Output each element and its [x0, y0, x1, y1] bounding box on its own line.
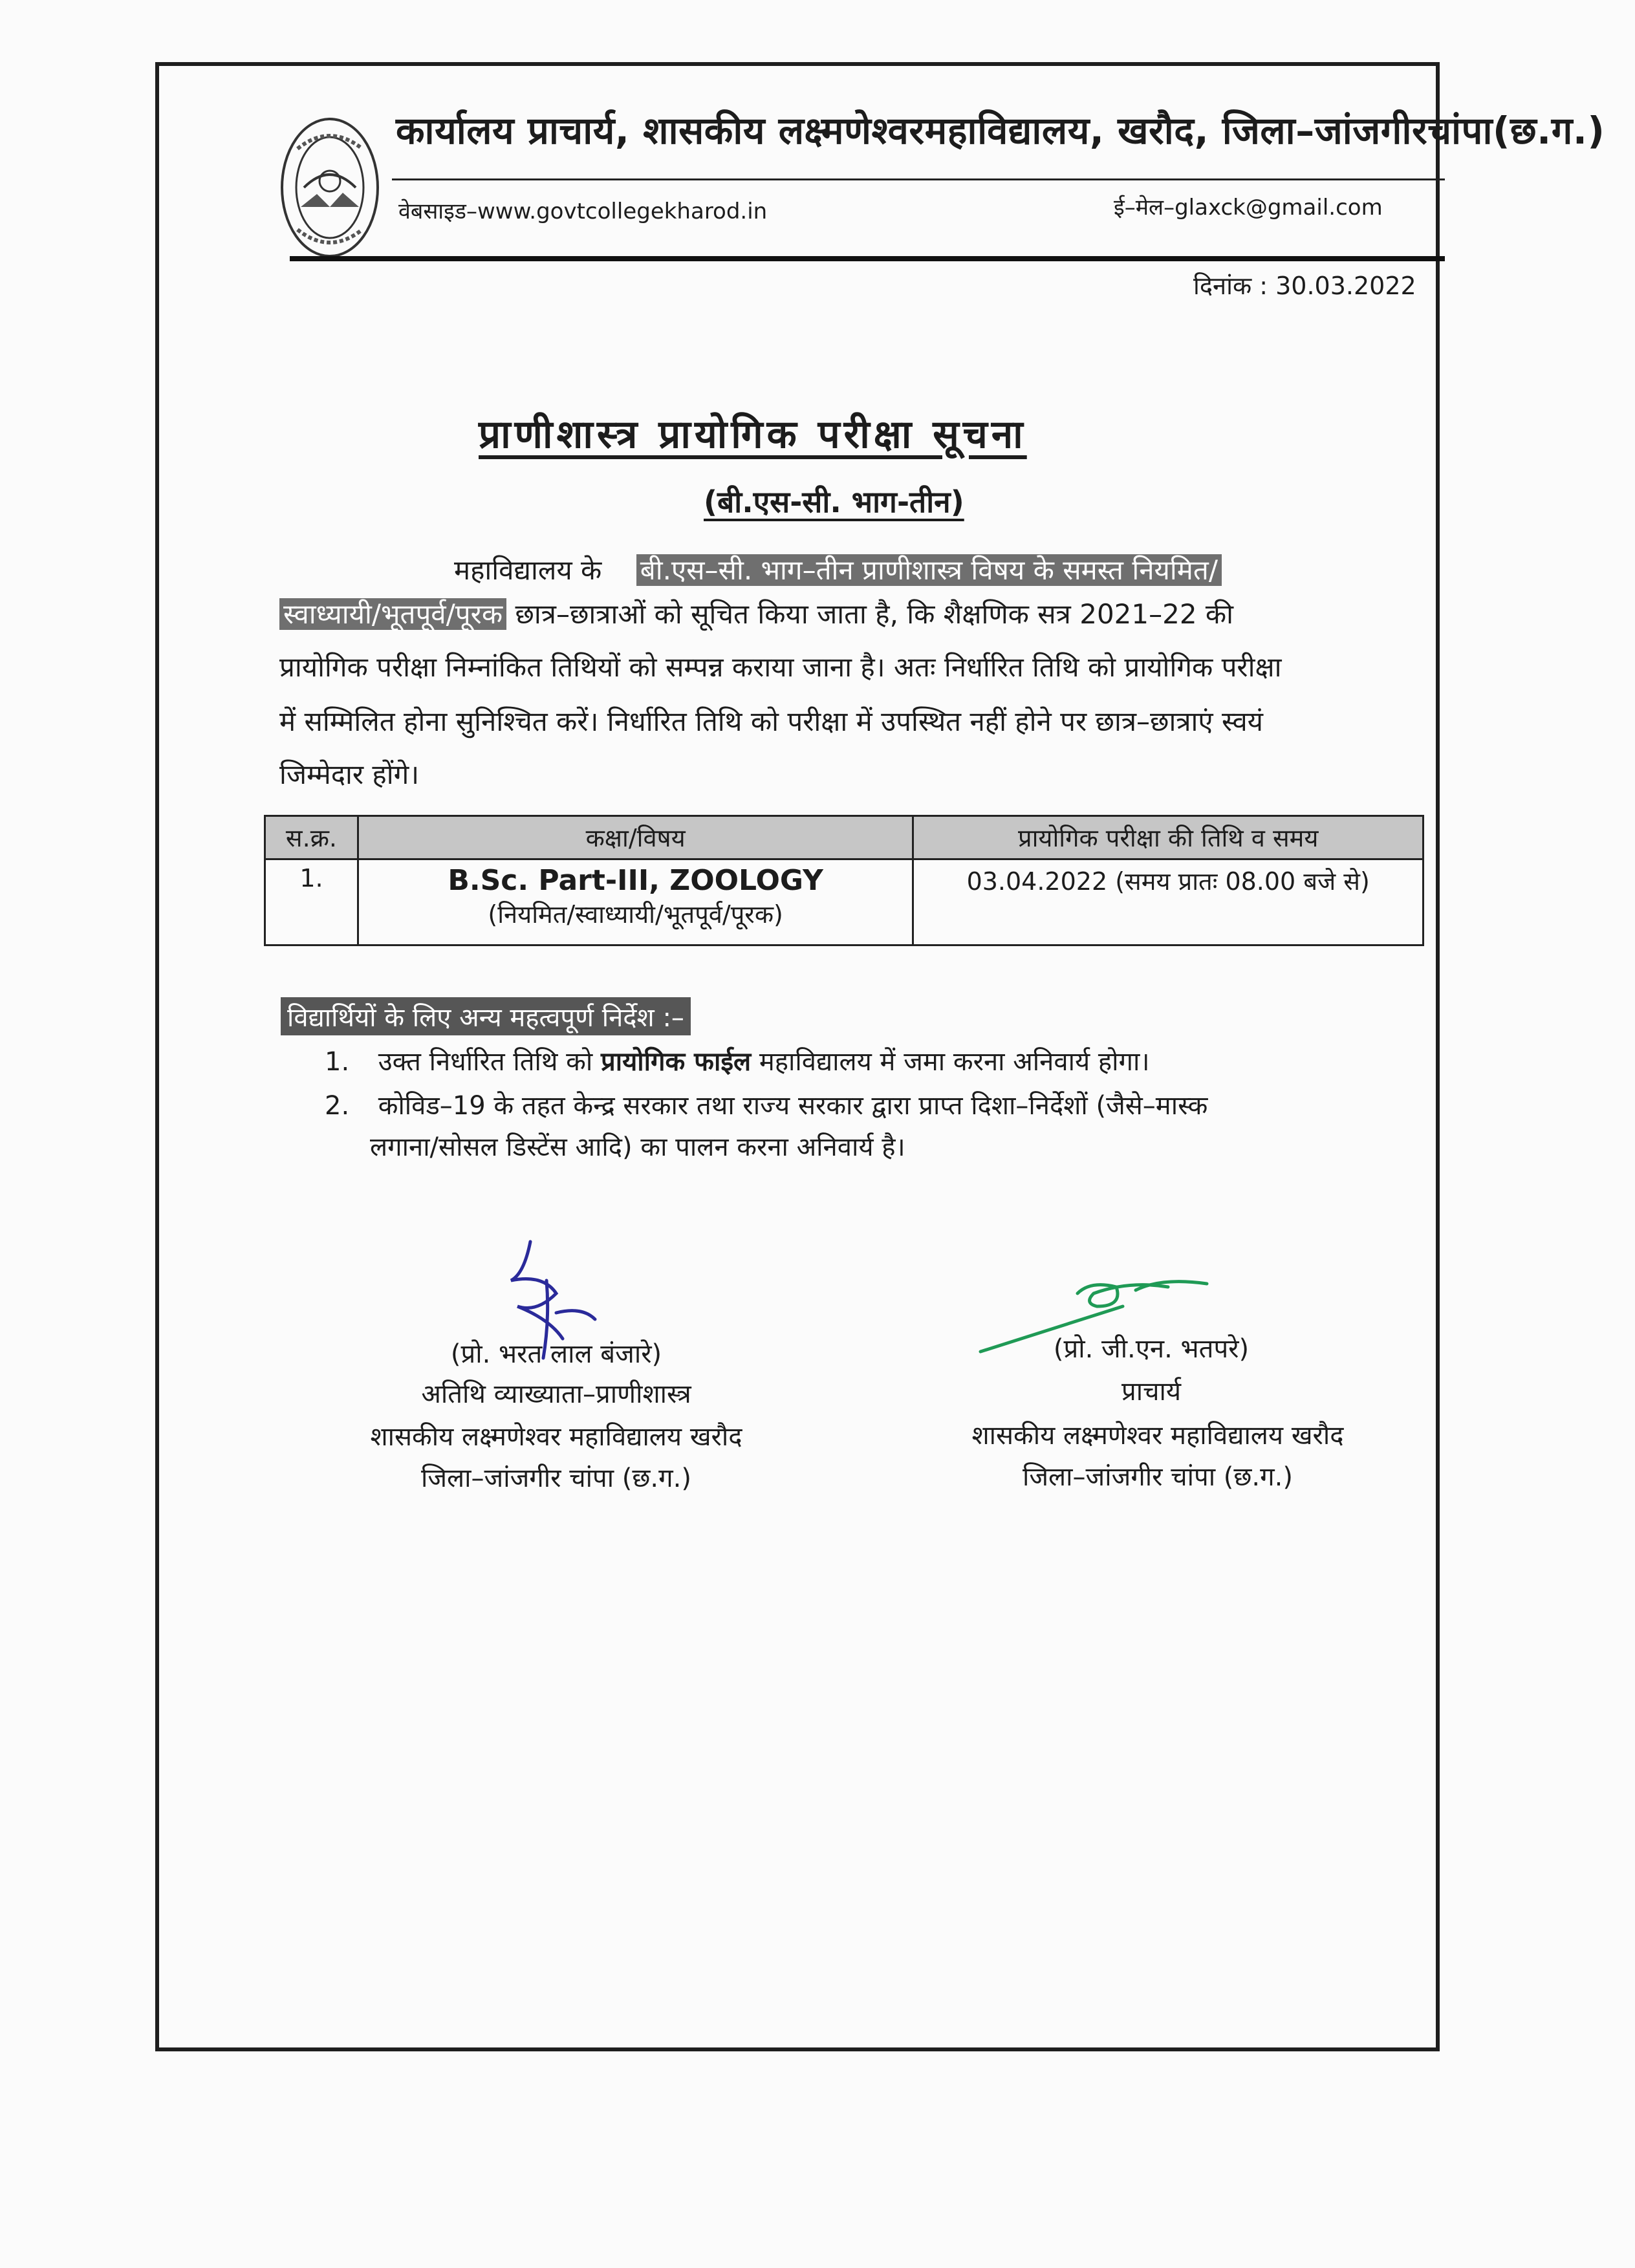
left-signatory-designation: अतिथि व्याख्याता–प्राणीशास्त्र: [421, 1379, 691, 1409]
left-signatory-district: जिला–जांजगीर चांपा (छ.ग.): [421, 1463, 691, 1493]
instruction-item-2: [325, 1086, 1207, 1122]
subject-name: B.Sc. Part-III, ZOOLOGY: [448, 864, 823, 897]
instruction-number: 2.: [325, 1091, 350, 1121]
right-signatory-name: (प्रो. जी.एन. भतपरे): [1053, 1334, 1250, 1364]
instruction-2-line1: कोविड–19 के तहत केन्द्र सरकार तथा राज्य सरकार द्वारा प्राप्त दिशा–निर्देशों (जैसे–मास्क: [378, 1091, 1208, 1121]
notice-title: प्राणीशास्त्र प्रायोगिक परीक्षा सूचना: [479, 412, 1027, 457]
college-office-title: कार्यालय प्राचार्य, शासकीय लक्ष्मणेश्वरमहाविद्यालय, खरौद, जिला–जांजगीरचांपा(छ.ग.): [396, 109, 1605, 153]
table-header-row: [265, 816, 1424, 859]
right-signatory-district: जिला–जांजगीर चांपा (छ.ग.): [1023, 1462, 1293, 1492]
header-exam-datetime: प्रायोगिक परीक्षा की तिथि व समय: [913, 816, 1424, 859]
paragraph-line-4: में सम्मिलित होना सुनिश्चित करें। निर्धारित तिथि को परीक्षा में उपस्थित नहीं होने पर छात्र–छात्राएं स्वयं: [279, 706, 1264, 737]
paragraph-prefix: महाविद्यालय के: [454, 554, 602, 586]
right-signatory-institution: शासकीय लक्ष्मणेश्वर महाविद्यालय खरौद: [971, 1421, 1344, 1451]
cell-subject: [358, 859, 913, 945]
paragraph-highlight-2: स्वाध्यायी/भूतपूर्व/पूरक: [279, 598, 506, 630]
college-website: वेबसाइड–www.govtcollegekharod.in: [398, 199, 768, 224]
paragraph-highlight-1: बी.एस–सी. भाग–तीन प्राणीशास्त्र विषय के समस्त नियमित/: [636, 554, 1222, 586]
right-signatory-designation: प्राचार्य: [1121, 1377, 1182, 1407]
header-class-subject: कक्षा/विषय: [358, 816, 913, 859]
paragraph-line-2: [279, 595, 1233, 632]
instruction-1-suffix: महाविद्यालय में जमा करना अनिवार्य होगा।: [759, 1047, 1150, 1077]
subject-detail: (नियमित/स्वाध्यायी/भूतपूर्व/पूरक): [488, 900, 783, 929]
table-row: [265, 859, 1424, 945]
college-email: ई–मेल–glaxck@gmail.com: [1114, 195, 1383, 221]
instruction-2-line2: लगाना/सोसल डिस्टेंस आदि) का पालन करना अनिवार्य है।: [370, 1132, 905, 1162]
paragraph-line-5: जिम्मेदार होंगे।: [279, 759, 420, 790]
instruction-number: 1.: [325, 1047, 350, 1077]
header-rule-thick: [290, 256, 1445, 261]
instruction-item-1: [325, 1042, 1150, 1078]
notice-date: दिनांक : 30.03.2022: [1193, 272, 1416, 300]
header-serial: स.क्र.: [265, 816, 358, 859]
left-signatory-institution: शासकीय लक्ष्मणेश्वर महाविद्यालय खरौद: [370, 1422, 742, 1452]
paragraph-line-2-rest: छात्र–छात्राओं को सूचित किया जाता है, कि शैक्षणिक सत्र 2021–22 की: [515, 598, 1234, 630]
instructions-heading: विद्यार्थियों के लिए अन्य महत्वपूर्ण निर्देश :–: [281, 997, 691, 1035]
college-seal-logo: [278, 110, 382, 265]
instruction-1-bold: प्रायोगिक फाईल: [600, 1047, 752, 1077]
exam-schedule-table: [264, 815, 1424, 946]
left-signatory-name: (प्रो. भरत लाल बंजारे): [450, 1339, 662, 1369]
header-rule-thin: [392, 178, 1445, 180]
notice-subtitle: (बी.एस-सी. भाग-तीन): [704, 484, 964, 519]
paragraph-line-1: [454, 551, 1222, 588]
instruction-1-prefix: उक्त निर्धारित तिथि को: [378, 1047, 593, 1077]
paragraph-line-3: प्रायोगिक परीक्षा निम्नांकित तिथियों को सम्पन्न कराया जाना है। अतः निर्धारित तिथि को प्रायोगिक परीक्षा: [279, 651, 1282, 683]
cell-datetime: 03.04.2022 (समय प्रातः 08.00 बजे से): [913, 859, 1424, 945]
cell-serial: 1.: [265, 859, 358, 945]
